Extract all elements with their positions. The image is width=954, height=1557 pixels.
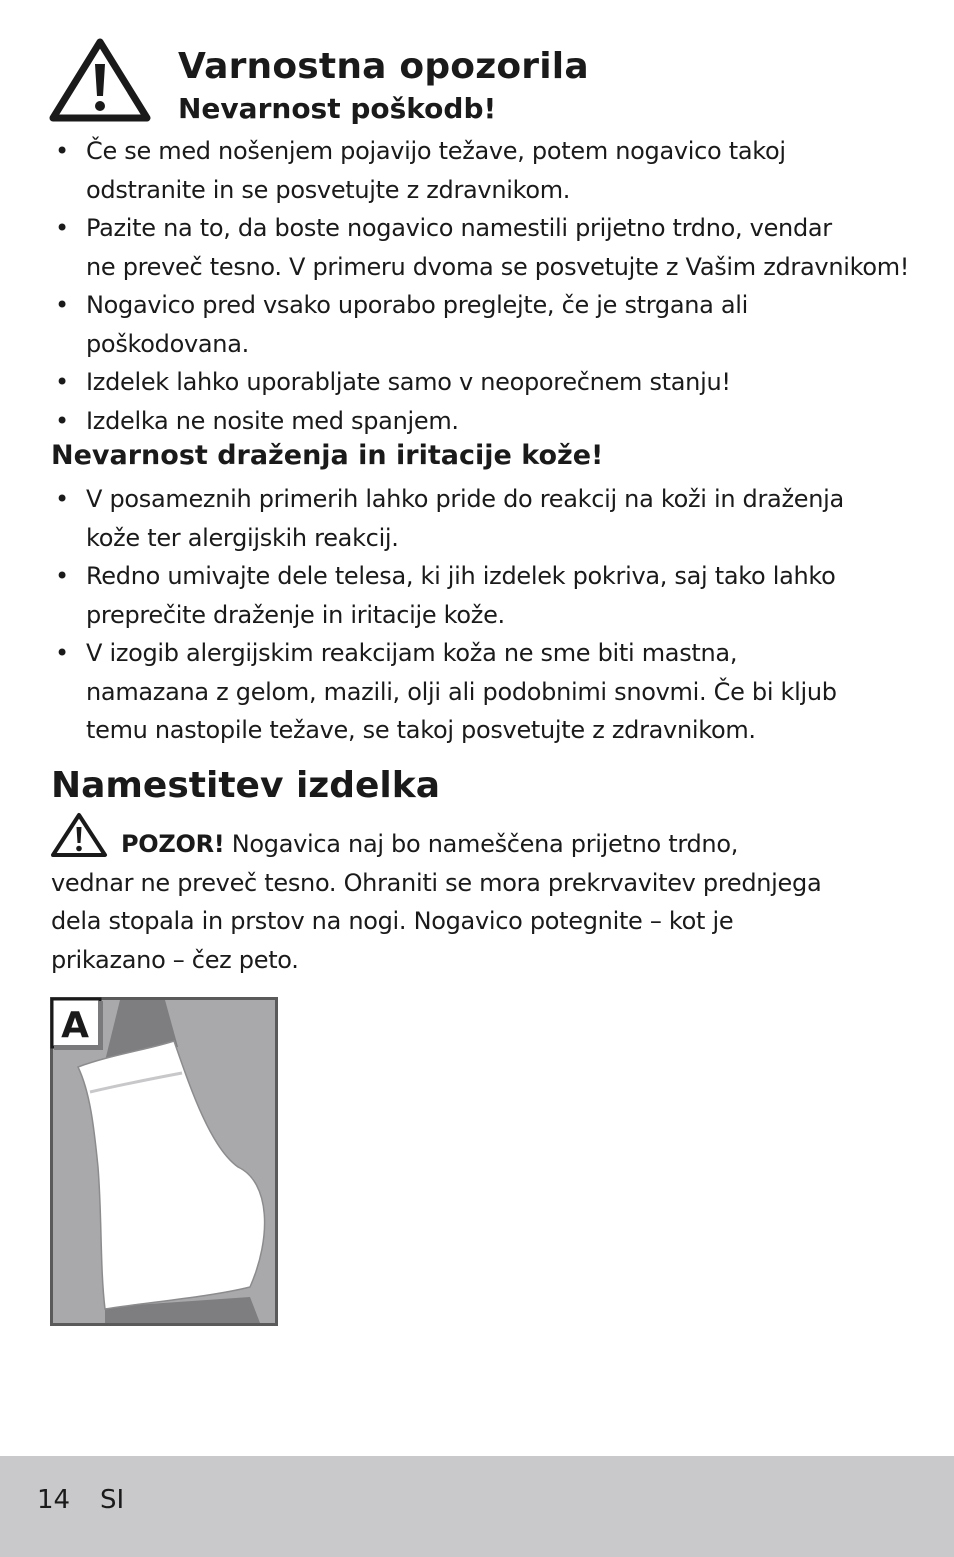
bullet-icon: • xyxy=(55,214,69,242)
page-number: 14 xyxy=(37,1485,71,1515)
list-item-text: poškodovana. xyxy=(86,329,249,358)
skin-irritation-list xyxy=(52,480,942,750)
fitting-line: dela stopala in prstov na nogi. Nogavico potegnite – kot je xyxy=(51,907,734,935)
figure-label: A xyxy=(61,1005,89,1046)
bullet-icon: • xyxy=(55,639,69,667)
page-title: Varnostna opozorila xyxy=(178,46,589,87)
list-item xyxy=(52,480,942,557)
bullet-icon: • xyxy=(55,562,69,590)
list-item-text: Pazite na to, da boste nogavico namestili prijetno trdno, vendar xyxy=(86,214,832,242)
list-item-text: kože ter alergijskih reakcij. xyxy=(86,523,399,552)
section-title: Namestitev izdelka xyxy=(51,765,441,806)
bullet-icon: • xyxy=(55,368,69,396)
language-code: SI xyxy=(100,1485,125,1515)
list-item-text: Nogavico pred vsako uporabo preglejte, če je strgana ali xyxy=(86,291,749,319)
list-item-text: odstranite in se posvetujte z zdravnikom. xyxy=(86,175,571,204)
list-item-text: V izogib alergijskim reakcijam koža ne sme biti mastna, xyxy=(86,639,738,667)
list-item xyxy=(52,557,942,634)
page-footer xyxy=(0,1456,954,1557)
list-item-text: preprečite draženje in iritacije kože. xyxy=(86,600,505,629)
fitting-line: vednar ne preveč tesno. Ohraniti se mora prekrvavitev prednjega xyxy=(51,868,822,897)
list-item-text: ne preveč tesno. V primeru dvoma se posvetujte z Vašim zdravnikom! xyxy=(86,252,910,281)
list-item xyxy=(52,209,942,286)
list-item xyxy=(52,402,942,441)
list-item-text: namazana z gelom, mazili, olji ali podobnimi snovmi. Če bi kljub xyxy=(86,677,837,706)
list-item-text: temu nastopile težave, se takoj posvetujte z zdravnikom. xyxy=(86,716,756,744)
list-item-text: V posameznih primerih lahko pride do reakcij na koži in draženja xyxy=(86,485,844,513)
injury-hazard-subtitle: Nevarnost poškodb! xyxy=(178,92,497,125)
fitting-line: prikazano – čez peto. xyxy=(51,945,299,974)
bullet-icon: • xyxy=(55,291,69,319)
list-item-text: Redno umivajte dele telesa, ki jih izdelek pokriva, saj tako lahko xyxy=(86,562,836,590)
warning-triangle-icon xyxy=(49,38,151,122)
list-item-text: Izdelek lahko uporabljate samo v neoporečnem stanju! xyxy=(86,368,731,396)
list-item xyxy=(52,363,942,402)
injury-hazard-list xyxy=(52,132,942,440)
fitting-instructions xyxy=(51,825,931,979)
bullet-icon: • xyxy=(55,406,69,435)
list-item-text: Izdelka ne nosite med spanjem. xyxy=(86,406,459,435)
figure-a-illustration xyxy=(50,997,278,1326)
fitting-line xyxy=(51,825,931,864)
caution-label: POZOR! xyxy=(121,830,225,858)
skin-irritation-heading: Nevarnost draženja in iritacije kože! xyxy=(51,440,604,471)
list-item xyxy=(52,634,942,750)
bullet-icon: • xyxy=(55,485,69,513)
list-item xyxy=(52,286,942,363)
bullet-icon: • xyxy=(55,137,69,165)
list-item xyxy=(52,132,942,209)
fitting-text: Nogavica naj bo nameščena prijetno trdno, xyxy=(224,830,739,858)
list-item-text: Če se med nošenjem pojavijo težave, potem nogavico takoj xyxy=(86,137,786,165)
